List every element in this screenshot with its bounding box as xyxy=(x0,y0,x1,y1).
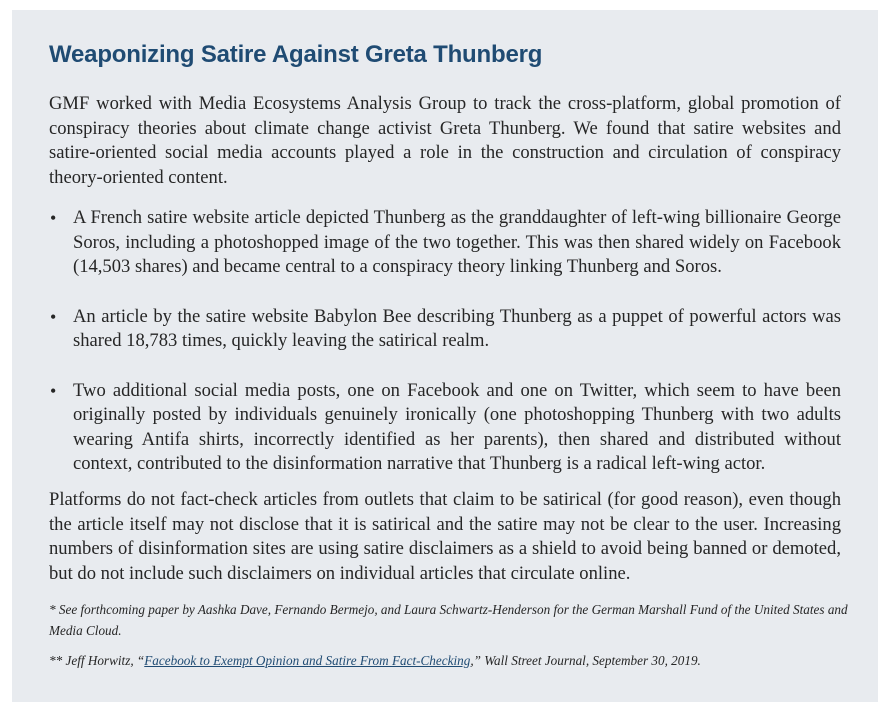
bullet-list xyxy=(49,206,841,502)
intro-paragraph: GMF worked with Media Ecosystems Analysis Group to track the cross-platform, global promotion of conspiracy theories about climate change activist Greta Thunberg. We found that satire websites and satire-oriented social media accounts played a role in the construction and circulation of conspiracy theory-oriented content. xyxy=(49,93,841,188)
bullet-text: Two additional social media posts, one on Facebook and one on Twitter, which seem to have been originally posted by individuals genuinely ironically (one photoshopping Thunberg with two adults wearing Antifa shirts, incorrectly identified as her parents), then shared and distributed without context, contributed to the disinformation narrative that Thunberg is a radical left-wing actor. xyxy=(73,379,841,474)
bullet-icon: • xyxy=(50,208,57,228)
footnote-2-prefix: ** Jeff Horwitz, “ xyxy=(49,653,145,668)
sidebar-box xyxy=(12,10,878,702)
footnote-2 xyxy=(49,650,849,671)
footnote-1: * See forthcoming paper by Aashka Dave, Fernando Bermejo, and Laura Schwartz-Henderson for the German Marshall Fund of the United States and Media Cloud. xyxy=(49,602,848,638)
list-item xyxy=(49,305,841,354)
bullet-icon: • xyxy=(50,380,57,401)
bullet-icon: • xyxy=(50,306,57,327)
footnote-2-suffix: ,” Wall Street Journal, September 30, 2019. xyxy=(470,653,701,668)
bullet-text: An article by the satire website Babylon Bee describing Thunberg as a puppet of powerful actors was shared 18,783 times, quickly leaving the satirical realm. xyxy=(73,305,841,351)
list-item xyxy=(49,379,841,477)
closing-paragraph: Platforms do not fact-check articles from outlets that claim to be satirical (for good reason), even though the article itself may not disclose that it is satirical and the satire may not be clear to the user. Increasing numbers of disinformation sites are using satire disclaimers as a shield to avoid being banned or demoted, but do not include such disclaimers on individual articles that circulate online. xyxy=(49,489,841,584)
article-link[interactable]: Facebook to Exempt Opinion and Satire From Fact-Checking xyxy=(144,653,471,668)
list-item xyxy=(49,206,841,280)
bullet-text: A French satire website article depicted Thunberg as the granddaughter of left-wing billionaire George Soros, including a photoshopped image of the two together. This was then shared widely on Facebook (14,503 shares) and became central to a conspiracy theory linking Thunberg and Soros. xyxy=(73,207,841,277)
box-title: Weaponizing Satire Against Greta Thunberg xyxy=(49,41,543,68)
